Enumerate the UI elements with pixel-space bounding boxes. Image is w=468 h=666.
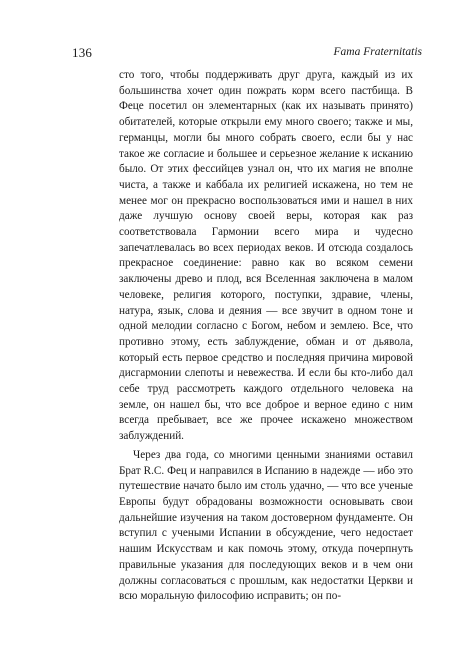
paragraph: сто того, чтобы поддерживать друг друга, каждый из их большинства хочет один пожрать корм всего пастбища. В Феце посетил он элементарных (как их называть принято) обитателей, которые открыли ему много своего; также и мы, германцы, могли бы много собрать своего, если бы у нас такое же согласие и большее и серьезное желание к исканию было. От этих фессийцев узнал он, что их магия не вполне чиста, а также и каббала их религией искажена, но тем не менее мог он прекрасно воспользоваться ими и нашел в них даже лучшую основу своей веры, которая как раз соответствовала Гармонии всего мира и чудесно запечатлевалась во всех периодах веков. И отсюда создалось прекрасное соединение: равно как во всяком семени заключены древо и плод, вся Вселенная заключена в малом человеке, религия которого, поступки, здравие, члены, натура, язык, слова и деяния — все звучит в одном тоне и одной мелодии согласно с Богом, небом и землею. Все, что противно этому, есть заблуждение, обман и от дьявола, который есть первое средство и последняя причина мировой дисгармонии слепоты и невежества. И если бы кто-либо дал себе труд рассмотреть каждого отдельного человека на земле, он нашел бы, что все доброе и верное едино с ним всегда пребывает, все же прочее искажено множеством заблуждений.: [119, 69, 413, 443]
body-text: [119, 68, 413, 605]
paragraph: Через два года, со многими ценными знаниями оставил Брат R.C. Фец и направился в Испанию в надежде — ибо это путешествие начато было им столь удачно, — что все ученые Европы будут обрадованы возможности основывать свои дальнейшие изучения на таком достоверном фундаменте. Он вступил с учеными Испании в обсуждение, чего недостает нашим Искусствам и как помочь этому, откуда почерпнуть правильные указания для последующих веков и в чем они должны согласоваться с прошлым, как недостатки Церкви и всю моральную философию исправить; он по-: [119, 448, 413, 603]
page-number: 136: [72, 45, 93, 60]
running-title: Fama Fraternitatis: [333, 46, 422, 58]
